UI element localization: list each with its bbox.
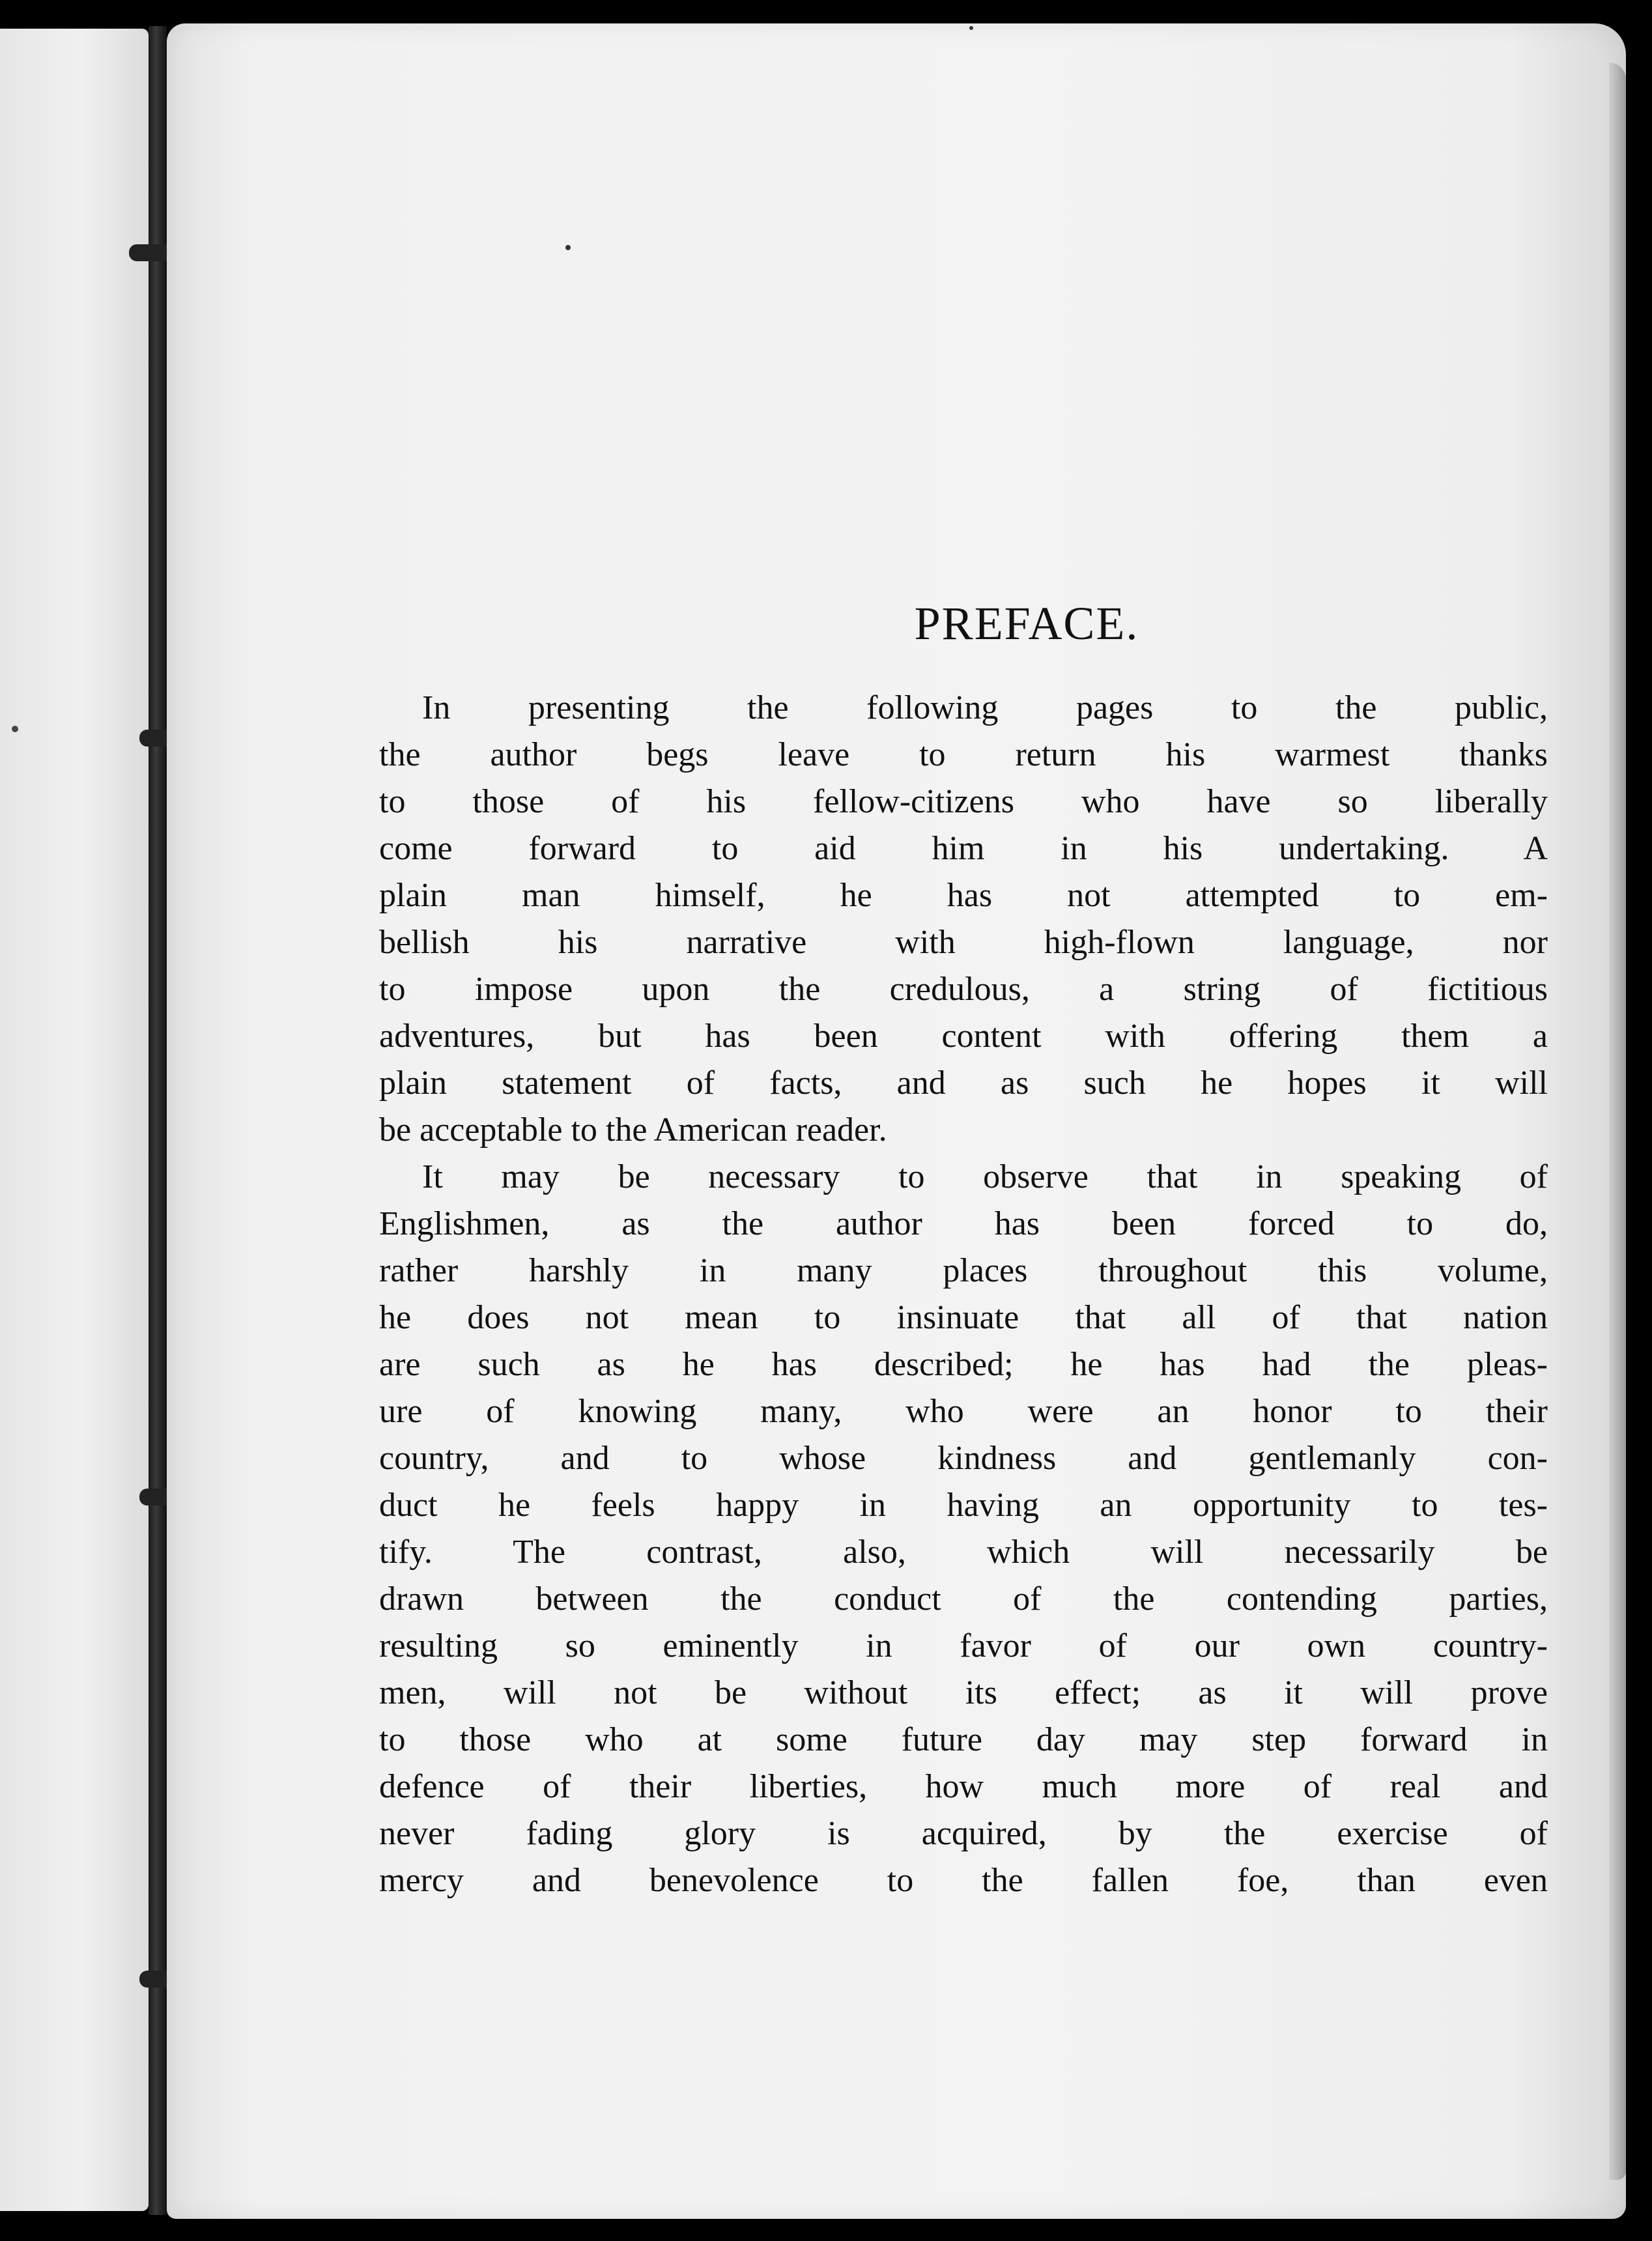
- text-line: drawn between the conduct of the contending parties,: [379, 1580, 1548, 1618]
- text-line: In presenting the following pages to the public,: [422, 689, 1548, 726]
- facing-page-edge: [0, 29, 149, 2211]
- text-line: Englishmen, as the author has been forced to do,: [379, 1205, 1548, 1242]
- text-line: It may be necessary to observe that in speaking of: [422, 1158, 1548, 1195]
- text-line: to impose upon the credulous, a string of fictitious: [379, 971, 1548, 1008]
- book-page: [167, 23, 1626, 2219]
- page-title: PREFACE.: [914, 597, 1139, 649]
- text-line: tify. The contrast, also, which will necessarily be: [379, 1534, 1548, 1571]
- text-line: to those who at some future day may step forward in: [379, 1721, 1548, 1758]
- text-line: be acceptable to the American reader.: [379, 1111, 887, 1149]
- text-line: to those of his fellow-citizens who have so liberally: [379, 783, 1548, 820]
- text-line: country, and to whose kindness and gentlemanly con-: [379, 1440, 1548, 1477]
- page-speck: [969, 26, 973, 30]
- text-line: he does not mean to insinuate that all of that nation: [379, 1299, 1548, 1336]
- page-speck: [565, 245, 571, 250]
- text-line: men, will not be without its effect; as it will prove: [379, 1674, 1548, 1711]
- text-line: duct he feels happy in having an opportunity to tes-: [379, 1487, 1548, 1524]
- text-line: mercy and benevolence to the fallen foe, than even: [379, 1862, 1548, 1899]
- preface-text: [336, 597, 1548, 1904]
- paragraph-1: [336, 685, 1548, 1154]
- text-line: never fading glory is acquired, by the exercise of: [379, 1815, 1548, 1852]
- text-line: plain man himself, he has not attempted to em-: [379, 877, 1548, 914]
- text-line: adventures, but has been content with offering them a: [379, 1018, 1548, 1055]
- text-line: the author begs leave to return his warmest thanks: [379, 736, 1548, 773]
- text-line: bellish his narrative with high-flown language, nor: [379, 924, 1548, 961]
- text-line: ure of knowing many, who were an honor to their: [379, 1393, 1548, 1430]
- text-line: resulting so eminently in favor of our own country-: [379, 1627, 1548, 1664]
- text-line: come forward to aid him in his undertaking. A: [379, 830, 1548, 867]
- page-edge-shadow: [1609, 63, 1626, 2180]
- text-line: rather harshly in many places throughout this volume,: [379, 1252, 1548, 1289]
- text-line: plain statement of facts, and as such he hopes it will: [379, 1064, 1548, 1102]
- text-line: defence of their liberties, how much more of real and: [379, 1768, 1548, 1805]
- paragraph-2: [336, 1154, 1548, 1904]
- book-binding: [149, 26, 167, 2215]
- text-line: are such as he has described; he has had the pleas-: [379, 1346, 1548, 1383]
- page-speck: [12, 726, 18, 732]
